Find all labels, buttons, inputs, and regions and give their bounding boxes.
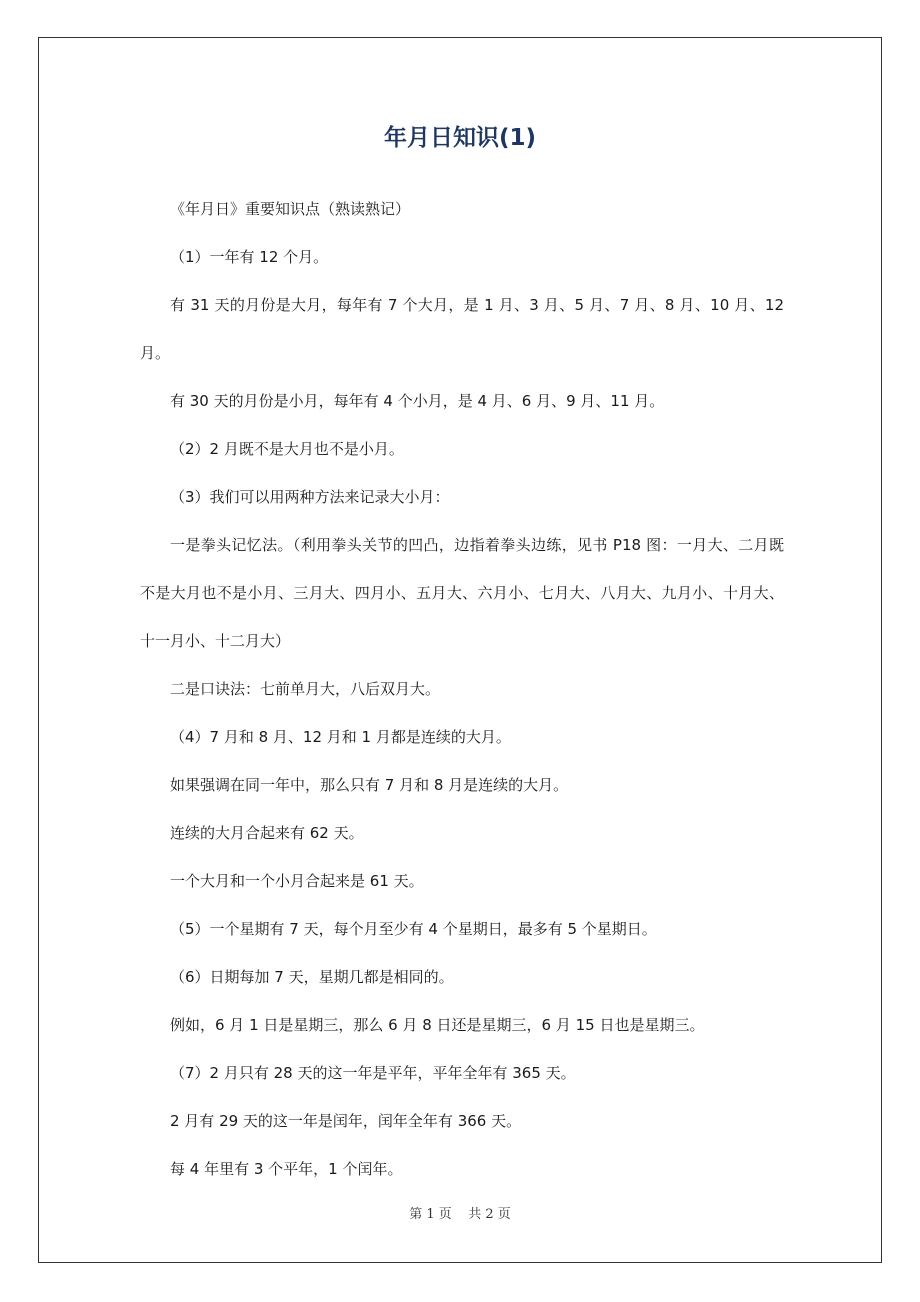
paragraph-point-5: （5）一个星期有 7 天，每个月至少有 4 个星期日，最多有 5 个星期日。: [170, 920, 657, 938]
paragraph-62-days: 连续的大月合起来有 62 天。: [170, 824, 364, 842]
paragraph-point-1: （1）一年有 12 个月。: [170, 248, 329, 266]
paragraph-intro: 《年月日》重要知识点（熟读熟记）: [170, 200, 411, 218]
paragraph-fist-method: 一是拳头记忆法。（利用拳头关节的凹凸，边指着拳头边练，见书 P18 图：一月大、二月既不是大月也不是小月、三月大、四月小、五月大、六月小、七月大、八月大、九月小、十月大、十一月小、十二月大）: [140, 536, 784, 650]
page-footer: [0, 1204, 920, 1226]
footer-separator: [452, 1207, 469, 1222]
paragraph-point-6: （6）日期每加 7 天，星期几都是相同的。: [170, 968, 454, 986]
paragraph-small-months: 有 30 天的月份是小月，每年有 4 个小月，是 4 月、6 月、9 月、11 月。: [170, 392, 665, 410]
document-body: [140, 185, 784, 1193]
page-total: 共 2 页: [468, 1207, 511, 1222]
paragraph-point-3: （3）我们可以用两种方法来记录大小月：: [170, 488, 450, 506]
paragraph-four-years: 每 4 年里有 3 个平年，1 个闰年。: [170, 1160, 403, 1178]
paragraph-same-year: 如果强调在同一年中，那么只有 7 月和 8 月是连续的大月。: [170, 776, 569, 794]
paragraph-example: 例如，6 月 1 日是星期三，那么 6 月 8 日还是星期三，6 月 15 日也是星期三。: [170, 1016, 705, 1034]
paragraph-rhyme-method: 二是口诀法：七前单月大，八后双月大。: [170, 680, 441, 698]
paragraph-point-7: （7）2 月只有 28 天的这一年是平年，平年全年有 365 天。: [170, 1064, 576, 1082]
paragraph-big-months: 有 31 天的月份是大月，每年有 7 个大月，是 1 月、3 月、5 月、7 月、8 月、10 月、12 月。: [140, 296, 784, 362]
paragraph-point-2: （2）2 月既不是大月也不是小月。: [170, 440, 404, 458]
paragraph-point-4: （4）7 月和 8 月、12 月和 1 月都是连续的大月。: [170, 728, 511, 746]
paragraph-61-days: 一个大月和一个小月合起来是 61 天。: [170, 872, 424, 890]
paragraph-leap-year: 2 月有 29 天的这一年是闰年，闰年全年有 366 天。: [170, 1112, 522, 1130]
page-number: 第 1 页: [409, 1207, 452, 1222]
document-title: 年月日知识(1): [383, 125, 537, 151]
